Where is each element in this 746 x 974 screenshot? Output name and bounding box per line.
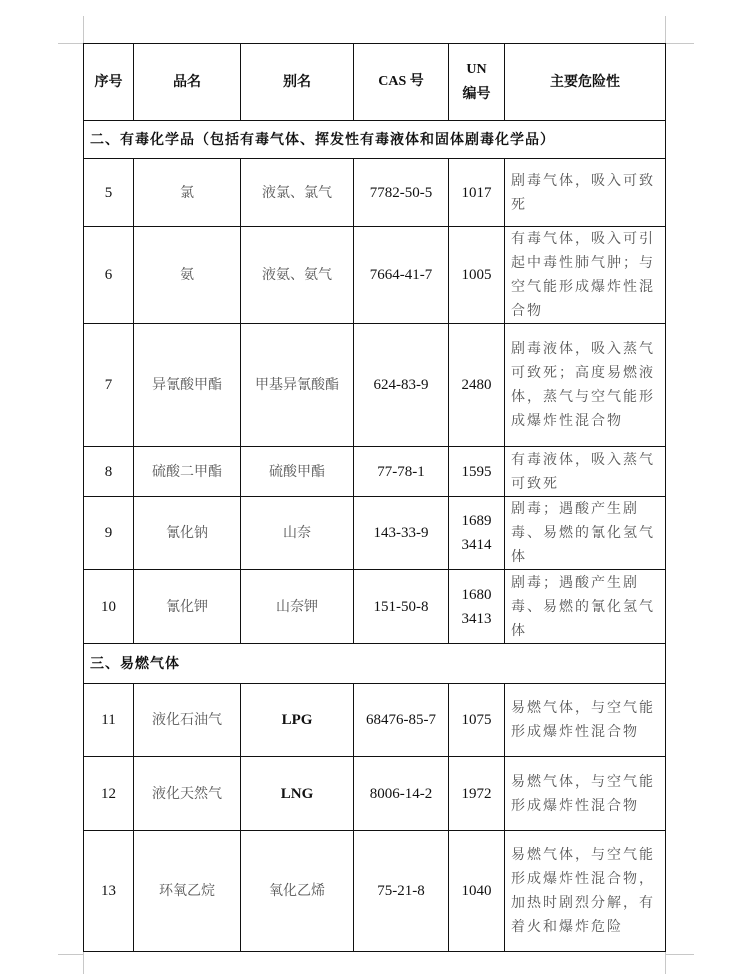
cell-un: 1005 [449, 227, 505, 324]
cell-hazard: 剧毒；遇酸产生剧毒、易燃的氰化氢气体 [505, 497, 666, 570]
table-row [84, 227, 666, 324]
cell-alias: 硫酸甲酯 [241, 447, 354, 497]
cell-un-2: 3414 [461, 537, 492, 553]
cell-hazard: 易燃气体，与空气能形成爆炸性混合物 [505, 684, 666, 757]
cell-hazard: 剧毒液体，吸入蒸气可致死；高度易燃液体，蒸气与空气能形成爆炸性混合物 [505, 324, 666, 447]
cell-cas: 151-50-8 [354, 570, 449, 644]
cell-alias: LNG [241, 757, 354, 831]
cell-un: 1972 [449, 757, 505, 831]
cell-hazard: 易燃气体，与空气能形成爆炸性混合物 [505, 757, 666, 831]
table-row [84, 570, 666, 644]
cell-un [449, 497, 505, 570]
table-row [84, 684, 666, 757]
table-row [84, 497, 666, 570]
header-un [449, 44, 505, 121]
cell-seq: 10 [84, 570, 134, 644]
table-row [84, 757, 666, 831]
cell-alias: 液氯、氯气 [241, 159, 354, 227]
cell-name: 氰化钠 [134, 497, 241, 570]
header-hazard: 主要危险性 [505, 44, 666, 121]
cell-un: 2480 [449, 324, 505, 447]
cell-un-1: 1680 [461, 586, 492, 603]
header-alias: 别名 [241, 44, 354, 121]
cell-hazard: 有毒液体，吸入蒸气可致死 [505, 447, 666, 497]
cell-name: 液化石油气 [134, 684, 241, 757]
cell-hazard: 剧毒；遇酸产生剧毒、易燃的氰化氢气体 [505, 570, 666, 644]
cell-name: 氯 [134, 159, 241, 227]
header-cas: CAS 号 [354, 44, 449, 121]
section-row [84, 121, 666, 159]
cell-cas: 7664-41-7 [354, 227, 449, 324]
crop-mark-tl-h [58, 43, 83, 44]
cell-cas: 624-83-9 [354, 324, 449, 447]
cell-alias: 山奈钾 [241, 570, 354, 644]
cell-cas: 7782-50-5 [354, 159, 449, 227]
cell-alias: 山奈 [241, 497, 354, 570]
cell-alias: 甲基异氰酸酯 [241, 324, 354, 447]
section-title-toxic: 二、有毒化学品（包括有毒气体、挥发性有毒液体和固体剧毒化学品） [84, 121, 666, 159]
cell-alias: LPG [241, 684, 354, 757]
cell-un [449, 570, 505, 644]
cell-hazard: 有毒气体，吸入可引起中毒性肺气肿；与空气能形成爆炸性混合物 [505, 227, 666, 324]
cell-seq: 9 [84, 497, 134, 570]
cell-seq: 8 [84, 447, 134, 497]
header-seq: 序号 [84, 44, 134, 121]
cell-un: 1040 [449, 831, 505, 952]
cell-name: 异氰酸甲酯 [134, 324, 241, 447]
crop-mark-bl-h [58, 954, 83, 955]
cell-seq: 11 [84, 684, 134, 757]
table-row [84, 159, 666, 227]
table-row [84, 324, 666, 447]
cell-cas: 8006-14-2 [354, 757, 449, 831]
cell-un: 1075 [449, 684, 505, 757]
cell-name: 环氧乙烷 [134, 831, 241, 952]
cell-seq: 6 [84, 227, 134, 324]
cell-cas: 75-21-8 [354, 831, 449, 952]
cell-name: 氰化钾 [134, 570, 241, 644]
cell-un: 1017 [449, 159, 505, 227]
cell-cas: 143-33-9 [354, 497, 449, 570]
cell-hazard: 易燃气体，与空气能形成爆炸性混合物，加热时剧烈分解，有着火和爆炸危险 [505, 831, 666, 952]
table-row [84, 447, 666, 497]
crop-mark-br-v [665, 952, 666, 974]
cell-seq: 7 [84, 324, 134, 447]
header-un-line1: UN [466, 62, 487, 77]
cell-cas: 77-78-1 [354, 447, 449, 497]
cell-un: 1595 [449, 447, 505, 497]
crop-mark-br-h [666, 954, 694, 955]
section-row [84, 644, 666, 684]
cell-seq: 5 [84, 159, 134, 227]
cell-hazard: 剧毒气体，吸入可致死 [505, 159, 666, 227]
cell-cas: 68476-85-7 [354, 684, 449, 757]
table-row [84, 831, 666, 952]
hazardous-chemicals-table [83, 43, 666, 952]
crop-mark-tl-v [83, 16, 84, 43]
crop-mark-bl-v [83, 952, 84, 974]
cell-seq: 12 [84, 757, 134, 831]
cell-name: 氨 [134, 227, 241, 324]
cell-name: 液化天然气 [134, 757, 241, 831]
cell-seq: 13 [84, 831, 134, 952]
cell-un-1: 1689 [461, 513, 492, 529]
header-name: 品名 [134, 44, 241, 121]
cell-alias: 氧化乙烯 [241, 831, 354, 952]
section-title-flammable-gas: 三、易燃气体 [84, 644, 666, 684]
header-un-line2: 编号 [462, 86, 491, 102]
crop-mark-tr-h [666, 43, 694, 44]
header-row [84, 44, 666, 121]
cell-un-2: 3413 [461, 610, 492, 627]
crop-mark-tr-v [665, 16, 666, 43]
cell-name: 硫酸二甲酯 [134, 447, 241, 497]
cell-alias: 液氨、氨气 [241, 227, 354, 324]
